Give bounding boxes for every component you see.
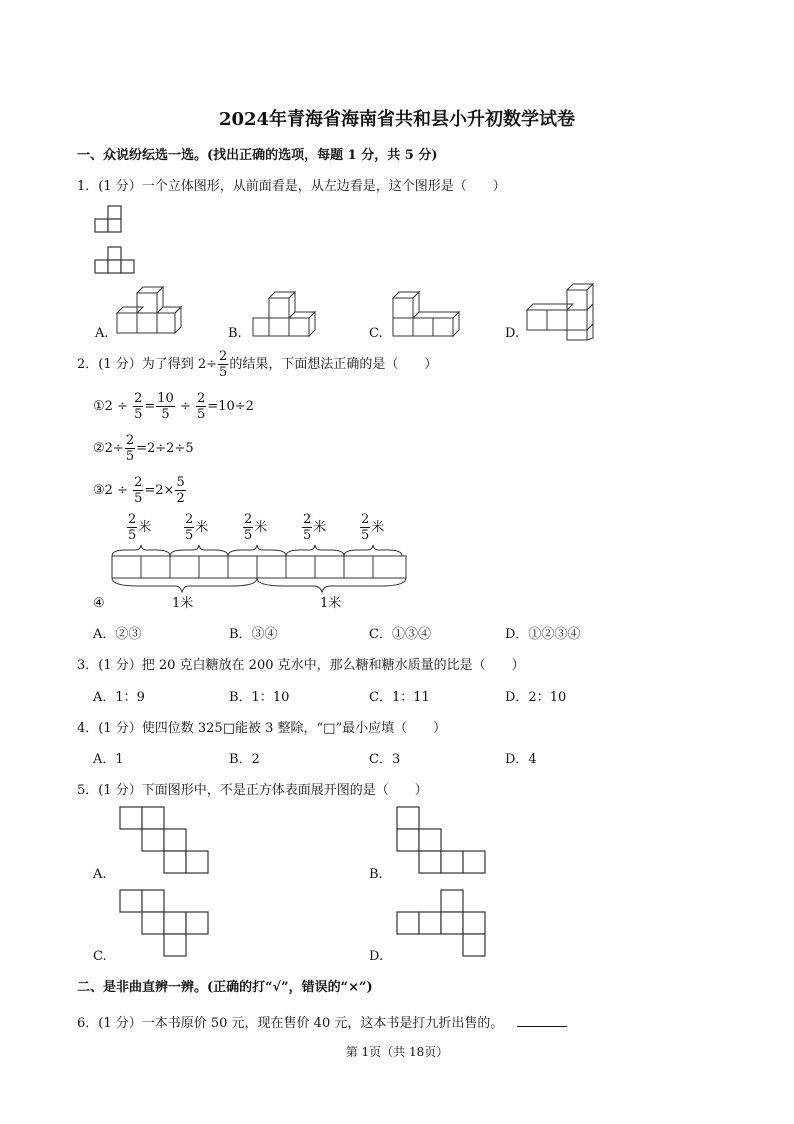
m1-frac-b	[156, 392, 175, 421]
m1-frac-c	[196, 392, 206, 421]
question-6-stem	[77, 1012, 567, 1031]
m2-frac-den: 5	[125, 449, 135, 464]
q2-method-2	[93, 434, 194, 463]
m1-frac-b-num: 10	[157, 391, 174, 406]
page-footer: 第 1页（共 18页）	[345, 1045, 449, 1059]
seg-label-1	[126, 513, 151, 542]
q3-option-c[interactable]: C．1：11	[369, 690, 430, 705]
q5-option-d-net[interactable]	[397, 890, 497, 965]
q1-option-d-figure[interactable]	[527, 282, 607, 342]
seg2-frac	[184, 513, 194, 542]
q2-method-4-label: ④	[93, 596, 105, 611]
q6-answer-blank[interactable]	[517, 1014, 567, 1027]
q2-method-1	[93, 392, 254, 421]
q1-option-a-figure[interactable]	[117, 285, 187, 335]
seg5-den: 5	[361, 528, 370, 543]
seg4-num: 2	[303, 512, 312, 527]
q5-option-b-net[interactable]	[397, 807, 507, 882]
question-4-stem: 4．(1 分）使四位数 325□能被 3 整除，“□”最小应填（ ）	[77, 721, 447, 736]
seg4-den: 5	[303, 528, 312, 543]
q1-option-c-label: C.	[369, 326, 383, 341]
question-3-stem: 3．(1 分）把 20 克白糖放在 200 克水中，那么糖和糖水质量的比是（ ）	[77, 658, 525, 673]
seg2-den: 5	[185, 528, 194, 543]
m3-frac-b	[175, 476, 185, 505]
one-meter-label-1: 1米	[172, 596, 194, 611]
seg1-den: 5	[128, 528, 137, 543]
q2-option-c[interactable]: C．①③④	[369, 627, 431, 642]
m1-frac-c-den: 5	[197, 407, 206, 422]
q4-option-d[interactable]: D．4	[505, 752, 537, 767]
m1-eq: =	[144, 399, 156, 414]
seg2-unit: 米	[195, 520, 209, 535]
q1-option-b-label: B.	[228, 326, 242, 341]
q2-option-a[interactable]: A．②③	[93, 627, 142, 642]
m1-frac-c-num: 2	[197, 391, 206, 406]
m3-mid: =2×	[144, 483, 175, 498]
m3-frac-a-num: 2	[134, 475, 143, 490]
q4-option-a[interactable]: A．1	[93, 752, 124, 767]
m2-frac-num: 2	[125, 433, 135, 448]
m2-end: =2÷2÷5	[136, 441, 194, 456]
seg-label-4	[301, 513, 326, 542]
one-meter-label-2: 1米	[320, 596, 342, 611]
q2-stem-fraction	[218, 350, 228, 379]
seg1-num: 2	[128, 512, 137, 527]
q2-stem-suffix: 的结果，下面想法正确的是（ ）	[229, 357, 438, 372]
m1-frac-a-den: 5	[134, 407, 143, 422]
m1-end: =10÷2	[207, 399, 254, 414]
q1-option-b-figure[interactable]	[253, 292, 323, 342]
q6-text: 6．(1 分）一本书原价 50 元，现在售价 40 元，这本书是打九折出售的。	[77, 1016, 504, 1031]
q3-option-a[interactable]: A．1：9	[93, 690, 145, 705]
m1-frac-b-den: 5	[161, 407, 170, 422]
q3-option-d[interactable]: D．2：10	[505, 690, 567, 705]
q5-option-a-net[interactable]	[120, 807, 220, 882]
m3-label: ③2 ÷	[93, 483, 128, 498]
seg3-unit: 米	[254, 520, 268, 535]
q5-option-d-label: D.	[369, 949, 384, 964]
q5-option-a-label: A.	[93, 867, 107, 882]
seg4-frac	[302, 513, 312, 542]
m3-frac-a-den: 5	[134, 491, 143, 506]
m1-frac-a	[133, 392, 143, 421]
q5-option-c-label: C.	[93, 949, 107, 964]
seg1-unit: 米	[138, 520, 152, 535]
section-heading-1: 一、众说纷纭选一选。(找出正确的选项，每题 1 分，共 5 分)	[77, 148, 438, 163]
m3-frac-a	[133, 476, 143, 505]
q1-left-view	[95, 247, 140, 277]
q4-option-c[interactable]: C．3	[369, 752, 401, 767]
q2-stem-prefix: 2．(1 分）为了得到 2÷	[77, 357, 218, 372]
q5-option-b-label: B.	[369, 867, 383, 882]
m3-frac-b-num: 5	[176, 475, 185, 490]
seg-label-5	[359, 513, 384, 542]
seg2-num: 2	[185, 512, 194, 527]
seg5-frac	[360, 513, 370, 542]
q2-option-b[interactable]: B．③④	[229, 627, 278, 642]
seg5-num: 2	[361, 512, 370, 527]
q2-frac-num: 2	[219, 349, 228, 364]
q1-front-view	[95, 206, 135, 236]
section-heading-2: 二、是非曲直辨一辨。(正确的打“√”，错误的“×”)	[77, 980, 373, 995]
m1-label: ①2 ÷	[93, 399, 128, 414]
seg4-unit: 米	[313, 520, 327, 535]
q2-option-d[interactable]: D．①②③④	[505, 627, 581, 642]
seg5-unit: 米	[371, 520, 385, 535]
question-1-stem: 1．(1 分）一个立体图形，从前面看是，从左边看是，这个图形是（ ）	[77, 179, 506, 194]
q4-option-b[interactable]: B．2	[229, 752, 260, 767]
q2-frac-den: 5	[219, 365, 228, 380]
seg-label-3	[242, 513, 267, 542]
page-title: 2024年青海省海南省共和县小升初数学试卷	[218, 109, 576, 130]
seg3-num: 2	[244, 512, 253, 527]
m3-frac-b-den: 2	[176, 491, 185, 506]
seg-label-2	[183, 513, 208, 542]
question-5-stem: 5．(1 分）下面图形中，不是正方体表面展开图的是（ ）	[77, 783, 428, 798]
seg3-den: 5	[244, 528, 253, 543]
seg3-frac	[243, 513, 253, 542]
q2-method-3	[93, 476, 187, 505]
m1-frac-a-num: 2	[134, 391, 143, 406]
m2-label: ②2÷	[93, 441, 124, 456]
q2-segment-diagram	[108, 542, 428, 602]
question-2-stem	[77, 350, 437, 379]
q3-option-b[interactable]: B．1：10	[229, 690, 290, 705]
seg1-frac	[127, 513, 137, 542]
q1-option-c-figure[interactable]	[393, 292, 463, 342]
q1-option-a-label: A.	[95, 326, 109, 341]
m2-frac	[125, 434, 135, 463]
q1-option-d-label: D.	[505, 326, 520, 341]
m1-div: ÷	[179, 399, 191, 414]
q5-option-c-net[interactable]	[120, 890, 220, 965]
